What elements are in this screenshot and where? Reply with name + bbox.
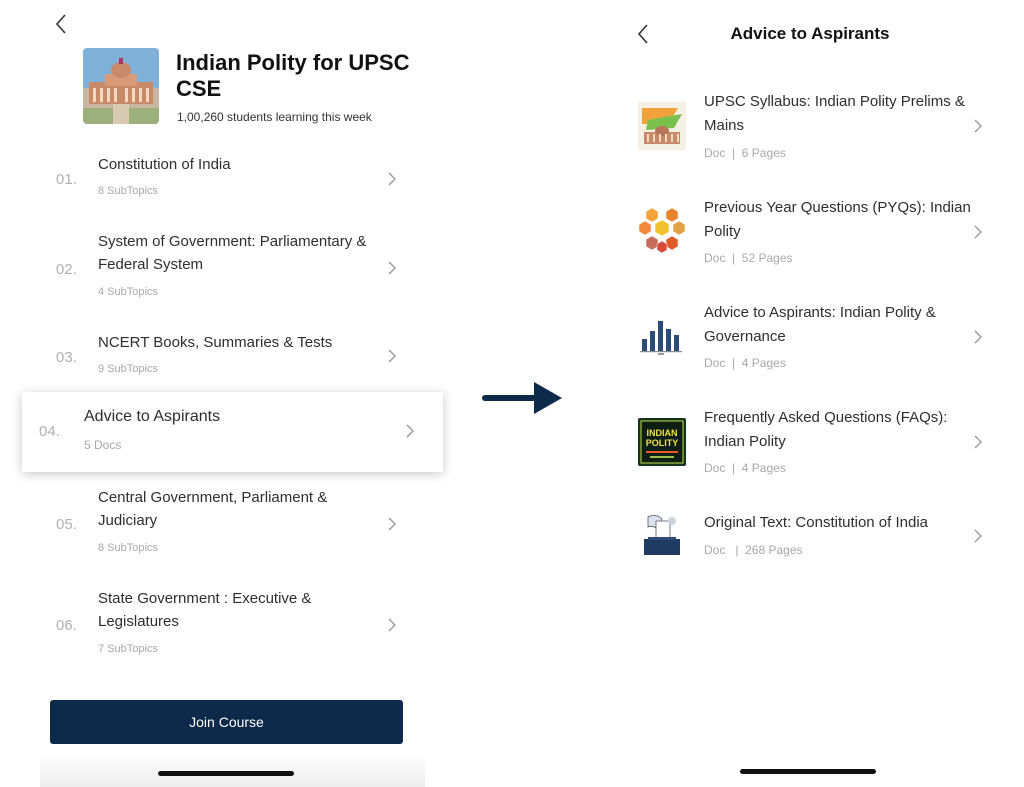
chevron-right-icon (972, 118, 984, 134)
doc-item-syllabus[interactable] (620, 90, 990, 166)
doc-item-advice-governance[interactable] (620, 301, 990, 377)
doc-meta: Doc | 52 Pages (704, 251, 793, 265)
topic-item-state-government[interactable] (40, 587, 425, 659)
back-chevron-icon[interactable] (50, 12, 74, 36)
doc-meta: Doc | 4 Pages (704, 356, 786, 370)
chevron-right-icon (386, 260, 398, 276)
topic-number: 06. (56, 617, 77, 634)
join-course-button[interactable]: Join Course (50, 700, 403, 744)
course-title: Indian Polity for UPSC CSE (176, 50, 410, 101)
docs-screen (620, 0, 1000, 787)
topic-item-system-of-government[interactable] (40, 228, 425, 302)
chevron-right-icon (386, 171, 398, 187)
topic-meta: 5 Docs (84, 438, 122, 452)
topic-item-advice-to-aspirants[interactable] (22, 392, 443, 472)
topic-meta: 8 SubTopics (98, 542, 158, 554)
course-screen (40, 0, 425, 787)
chevron-right-icon (386, 348, 398, 364)
topic-item-central-government[interactable] (40, 486, 425, 558)
doc-meta: Doc | 268 Pages (704, 543, 803, 557)
topic-title: Central Government, Parliament & Judiciary (98, 489, 328, 529)
chevron-right-icon (972, 434, 984, 450)
ballot-thumb-icon (638, 511, 686, 559)
topic-title: NCERT Books, Summaries & Tests (98, 334, 333, 351)
doc-item-constitution-text[interactable] (620, 511, 990, 567)
topic-item-ncert[interactable] (40, 330, 425, 380)
students-count: 1,00,260 students learning this week (177, 110, 372, 124)
topic-meta: 4 SubTopics (98, 286, 158, 298)
chevron-right-icon (386, 617, 398, 633)
chevron-right-icon (972, 224, 984, 240)
doc-item-pyqs[interactable] (620, 196, 990, 272)
bar-chart-thumb-icon (638, 313, 686, 361)
home-indicator (158, 771, 294, 776)
topic-number: 05. (56, 516, 77, 533)
chevron-right-icon (404, 423, 416, 439)
topic-meta: 7 SubTopics (98, 643, 158, 655)
doc-title: Frequently Asked Questions (FAQs): Indian Polity (704, 409, 948, 450)
topic-title: State Government : Executive & Legislatures (98, 590, 312, 630)
topic-number: 01. (56, 171, 77, 188)
topic-number: 02. (56, 261, 77, 278)
chevron-right-icon (972, 329, 984, 345)
doc-title: Previous Year Questions (PYQs): Indian Polity (704, 199, 971, 240)
topic-title: Constitution of India (98, 156, 231, 173)
doc-title: UPSC Syllabus: Indian Polity Prelims & Mains (704, 93, 965, 134)
book-cover-thumb-icon (638, 418, 686, 466)
doc-title: Advice to Aspirants: Indian Polity & Governance (704, 304, 936, 345)
course-thumbnail (83, 48, 159, 124)
hexagon-thumb-icon (638, 206, 686, 254)
chevron-right-icon (972, 528, 984, 544)
home-indicator (740, 769, 876, 774)
topic-meta: 8 SubTopics (98, 185, 158, 197)
book-cover-line1: INDIAN (646, 428, 678, 438)
topic-item-constitution[interactable] (40, 150, 425, 210)
topic-title: Advice to Aspirants (84, 408, 221, 425)
book-cover-line2: POLITY (645, 438, 679, 448)
doc-meta: Doc | 6 Pages (704, 146, 786, 160)
chevron-right-icon (386, 516, 398, 532)
syllabus-thumb-icon (638, 102, 686, 150)
doc-item-faqs[interactable] (620, 406, 990, 482)
doc-title: Original Text: Constitution of India (704, 514, 929, 531)
topic-number: 03. (56, 349, 77, 366)
topic-meta: 9 SubTopics (98, 363, 158, 375)
topic-number: 04. (39, 423, 60, 440)
right-arrow-icon (482, 380, 564, 416)
topic-title: System of Government: Parliamentary & Federal System (98, 233, 367, 273)
page-title: Advice to Aspirants (730, 24, 890, 43)
doc-meta: Doc | 4 Pages (704, 461, 786, 475)
bottom-safe-area (40, 752, 425, 787)
